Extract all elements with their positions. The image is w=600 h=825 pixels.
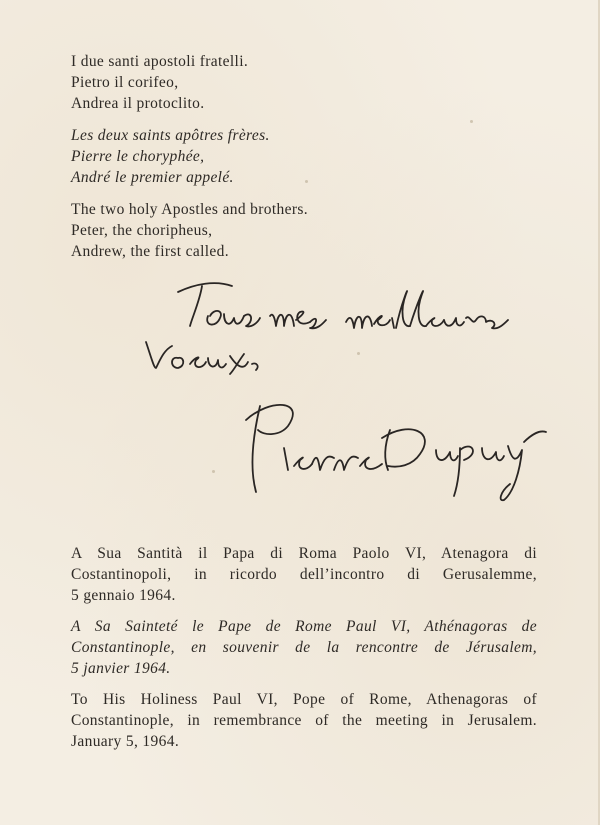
dedication-line: Constantinople, in remembrance of the meeting in Jerusalem.	[71, 712, 537, 729]
verse-block	[71, 51, 431, 273]
signature	[246, 405, 546, 500]
verse-french	[71, 125, 431, 188]
handwritten-dedication	[120, 270, 580, 510]
dedication-line: January 5, 1964.	[71, 733, 180, 750]
paper-speck	[357, 352, 360, 355]
verse-english	[71, 199, 431, 262]
dedication-line: To His Holiness Paul VI, Pope of Rome, Athenagoras of	[71, 691, 537, 708]
verse-line: André le premier appelé.	[71, 169, 234, 186]
paper-speck	[305, 180, 308, 183]
verse-line: Pierre le choryphée,	[71, 148, 205, 165]
verse-line: Andrea il protoclito.	[71, 95, 205, 112]
paper-speck	[470, 120, 473, 123]
verse-italian	[71, 51, 431, 114]
handwritten-line-1	[178, 283, 508, 328]
verse-line: Pietro il corifeo,	[71, 74, 179, 91]
dedication-block	[71, 543, 537, 762]
dedication-italian	[71, 543, 537, 606]
dedication-line: 5 gennaio 1964.	[71, 587, 176, 604]
dedication-english	[71, 689, 537, 752]
dedication-line: A Sa Sainteté le Pape de Rome Paul VI, Athénagoras de	[71, 618, 537, 635]
verse-line: The two holy Apostles and brothers.	[71, 201, 308, 218]
verse-line: Andrew, the first called.	[71, 243, 229, 260]
dedication-french	[71, 616, 537, 679]
paper-speck	[212, 470, 215, 473]
dedication-line: Costantinopoli, in ricordo dell’incontro di Gerusalemme,	[71, 566, 537, 583]
dedication-line: 5 janvier 1964.	[71, 660, 171, 677]
verse-line: I due santi apostoli fratelli.	[71, 53, 249, 70]
handwritten-line-2	[146, 342, 258, 374]
verse-line: Peter, the choripheus,	[71, 222, 213, 239]
dedication-line: A Sua Santità il Papa di Roma Paolo VI, Atenagora di	[71, 545, 537, 562]
verse-line: Les deux saints apôtres frères.	[71, 127, 270, 144]
dedication-line: Constantinople, en souvenir de la rencontre de Jérusalem,	[71, 639, 537, 656]
